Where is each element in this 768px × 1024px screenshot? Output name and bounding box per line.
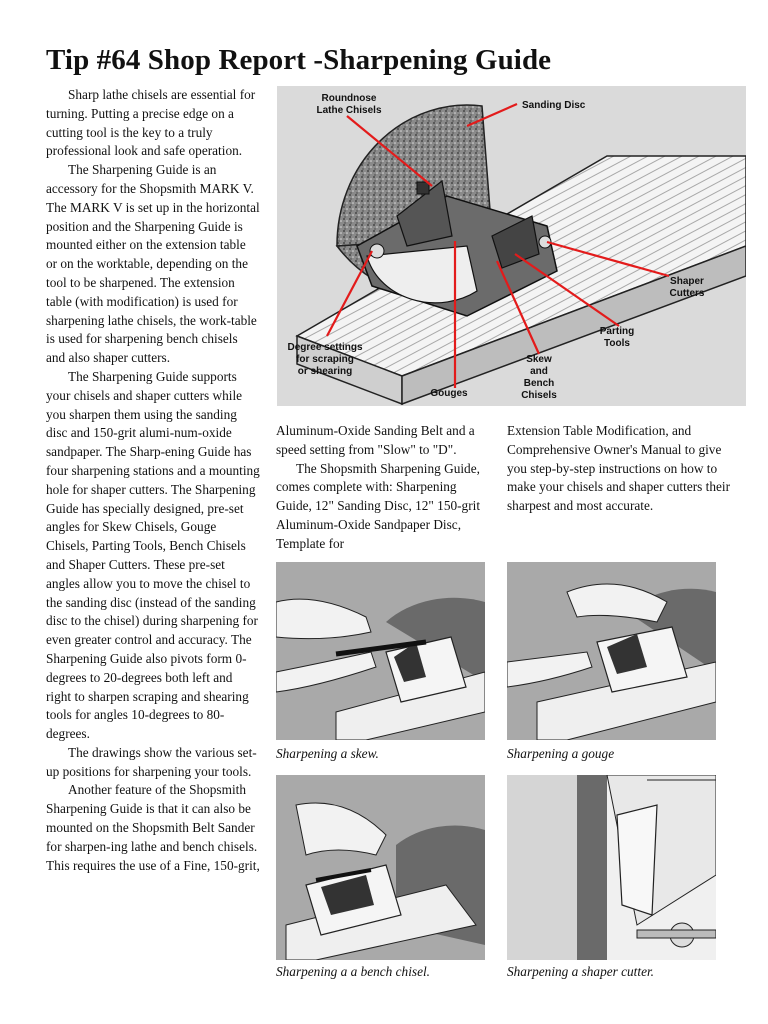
photo-sharpening-gouge (507, 562, 716, 740)
paragraph: Sharp lathe chisels are essential for turning. Putting a precise edge on a cutting tool is the key to a truly professional look and safe operation. (46, 87, 256, 159)
label-sanding-disc: Sanding Disc (522, 100, 586, 111)
caption-shaper-cutter: Sharpening a shaper cutter. (507, 964, 654, 979)
label-scraping: for scraping (296, 354, 354, 365)
paragraph: The Shopsmith Sharpening Guide, comes complete with: Sharpening Guide, 12" Sanding Disc, 12" 150-grit Aluminum-Oxide Sandpaper Disc, Template for (276, 460, 481, 551)
label-cutters: Cutters (669, 288, 705, 299)
middle-text (276, 422, 494, 554)
right-text: Extension Table Modification, and Comprehensive Owner's Manual to give you step-by-step instructions on how to make your chisels and shaper cutters their sharpest and most accurate. (507, 423, 731, 514)
paragraph: Another feature of the Shopsmith Sharpening Guide is that it can also be mounted on the Shopsmith Belt Sander for sharpen-ing lathe and bench chisels. This requires the use of a Fine, 150-grit, (46, 782, 260, 873)
label-bench: Bench (523, 378, 555, 389)
label-shaper: Shaper (670, 276, 704, 287)
caption-bench-chisel: Sharpening a a bench chisel. (276, 964, 430, 979)
caption-skew: Sharpening a skew. (276, 746, 379, 761)
label-roundnose: Roundnose (321, 93, 377, 104)
left-column-text (46, 86, 260, 875)
paragraph: Aluminum-Oxide Sanding Belt and a speed setting from "Slow" to "D". (276, 423, 475, 457)
label-skew: Skew (526, 354, 552, 365)
label-gouges: Gouges (430, 388, 468, 399)
label-parting: Parting (599, 326, 635, 337)
label-and: and (530, 366, 548, 377)
label-lathe-chisels: Lathe Chisels (316, 105, 382, 116)
label-chisels: Chisels (521, 390, 557, 401)
sharpening-guide-diagram (277, 86, 746, 406)
page-title: Tip #64 Shop Report -Sharpening Guide (46, 44, 552, 76)
label-shearing: or shearing (297, 366, 353, 377)
paragraph: The drawings show the various set-up positions for sharpening your tools. (46, 744, 257, 779)
label-tools: Tools (604, 338, 630, 349)
label-degree: Degree settings (287, 342, 363, 353)
paragraph: The Sharpening Guide is an accessory for the Shopsmith MARK V. The MARK V is set up in the horizontal position and the Sharpening Guide is mounted either on the extension table or on the worktable, depending on the tool to be sharpened. The extension table (with modification) is used for sharpening lathe chisels, the work-table is used for sharpening bench chisels and also shaper cutters. (46, 162, 260, 366)
caption-gouge: Sharpening a gouge (507, 746, 615, 761)
photo-sharpening-bench-chisel (276, 775, 485, 960)
photo-sharpening-shaper-cutter (507, 775, 716, 960)
paragraph: The Sharpening Guide supports your chisels and shaper cutters while you sharpen them using the sanding disc and 150-grit alumi-num-oxide sandpaper. The Sharp-ening Guide has four sharpening stations and a mounting hole for shaper cutters. The Sharpening Guide has specially designed, pre-set angles for Skew Chisels, Gouge Chisels, Parting Tools, Bench Chisels and Shaper Cutters. These pre-set angles allow you to move the chisel to the sanding disc (instead of the sanding disc to the chisel) during sharpening for even greater control and accuracy. The Sharpening Guide also pivots form 0-degrees to 20-degrees both left and right to sharpen scraping and shearing tools for angles 10-degrees to 80-degrees. (46, 368, 260, 742)
photo-sharpening-skew (276, 562, 485, 740)
